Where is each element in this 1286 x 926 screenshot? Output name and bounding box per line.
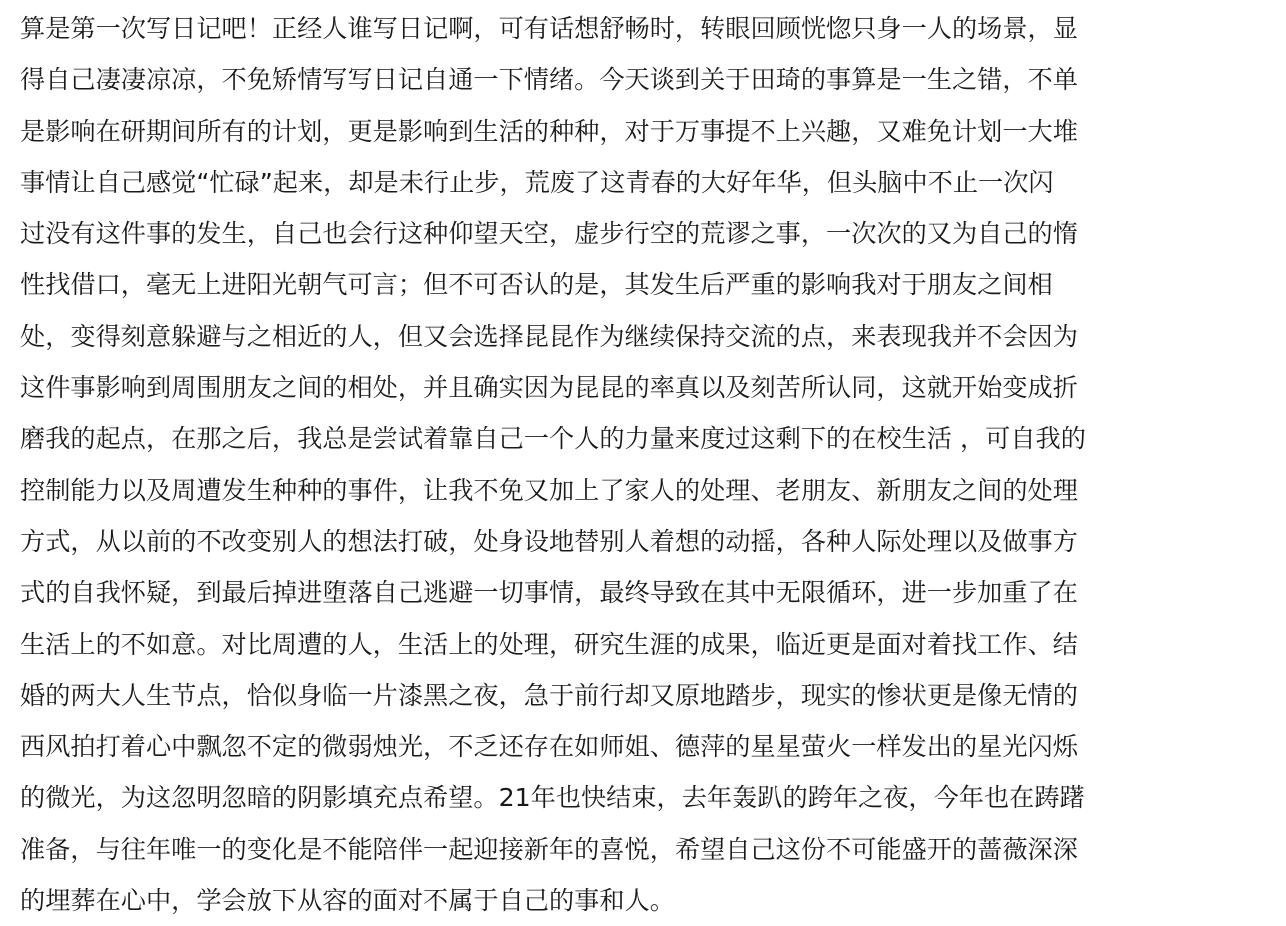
text-line: 生活上的不如意。对比周遭的人，生活上的处理，研究生涯的成果，临近更是面对着找工作、结 <box>20 629 1078 659</box>
text-line: 处，变得刻意躲避与之相近的人，但又会选择昆昆作为继续保持交流的点，来表现我并不会因为 <box>20 321 1078 351</box>
text-line: 准备，与往年唯一的变化是不能陪伴一起迎接新年的喜悦，希望自己这份不可能盛开的蔷薇深深 <box>20 834 1078 864</box>
text-line: 式的自我怀疑，到最后掉进堕落自己逃避一切事情，最终导致在其中无限循环，进一步加重了在 <box>20 578 1078 608</box>
text-line: 事情让自己感觉“忙碌”起来，却是未行止步，荒废了这青春的大好年华，但头脑中不止一次闪 <box>20 167 1054 197</box>
text-line: 磨我的起点，在那之后，我总是尝试着靠自己一个人的力量来度过这剩下的在校生活 ，可自我的 <box>20 424 1086 454</box>
text-line: 的埋葬在心中，学会放下从容的面对不属于自己的事和人。 <box>20 886 675 916</box>
text-line: 控制能力以及周遭发生种种的事件，让我不免又加上了家人的处理、老朋友、新朋友之间的处理 <box>20 475 1078 505</box>
text-line: 得自己凄凄凉凉，不免矫情写写日记自通一下情绪。今天谈到关于田琦的事算是一生之错，不单 <box>20 65 1078 95</box>
text-line: 是影响在研期间所有的计划，更是影响到生活的种种，对于万事提不上兴趣，又难免计划一大堆 <box>20 116 1078 146</box>
text-line: 这件事影响到周围朋友之间的相处，并且确实因为昆昆的率真以及刻苦所认同，这就开始变成折 <box>20 373 1078 403</box>
diary-text-body <box>20 3 1270 926</box>
text-line: 性找借口，毫无上进阳光朝气可言；但不可否认的是，其发生后严重的影响我对于朋友之间相 <box>20 270 1053 300</box>
text-line: 的微光，为这忽明忽暗的阴影填充点希望。21年也快结束，去年轰趴的跨年之夜，今年也在踌躇 <box>20 783 1085 813</box>
text-line: 婚的两大人生节点，恰似身临一片漆黑之夜，急于前行却又原地踏步，现实的惨状更是像无情的 <box>20 680 1078 710</box>
text-line: 方式，从以前的不改变别人的想法打破，处身设地替别人着想的动摇，各种人际处理以及做事方 <box>20 526 1078 556</box>
text-line: 过没有这件事的发生，自己也会行这种仰望天空，虚步行空的荒谬之事，一次次的又为自己的惰 <box>20 219 1078 249</box>
text-line: 算是第一次写日记吧！正经人谁写日记啊，可有话想舒畅时，转眼回顾恍惚只身一人的场景，显 <box>20 14 1078 43</box>
text-line: 西风拍打着心中飘忽不定的微弱烛光，不乏还存在如师姐、德萍的星星萤火一样发出的星光闪烁 <box>20 732 1078 762</box>
